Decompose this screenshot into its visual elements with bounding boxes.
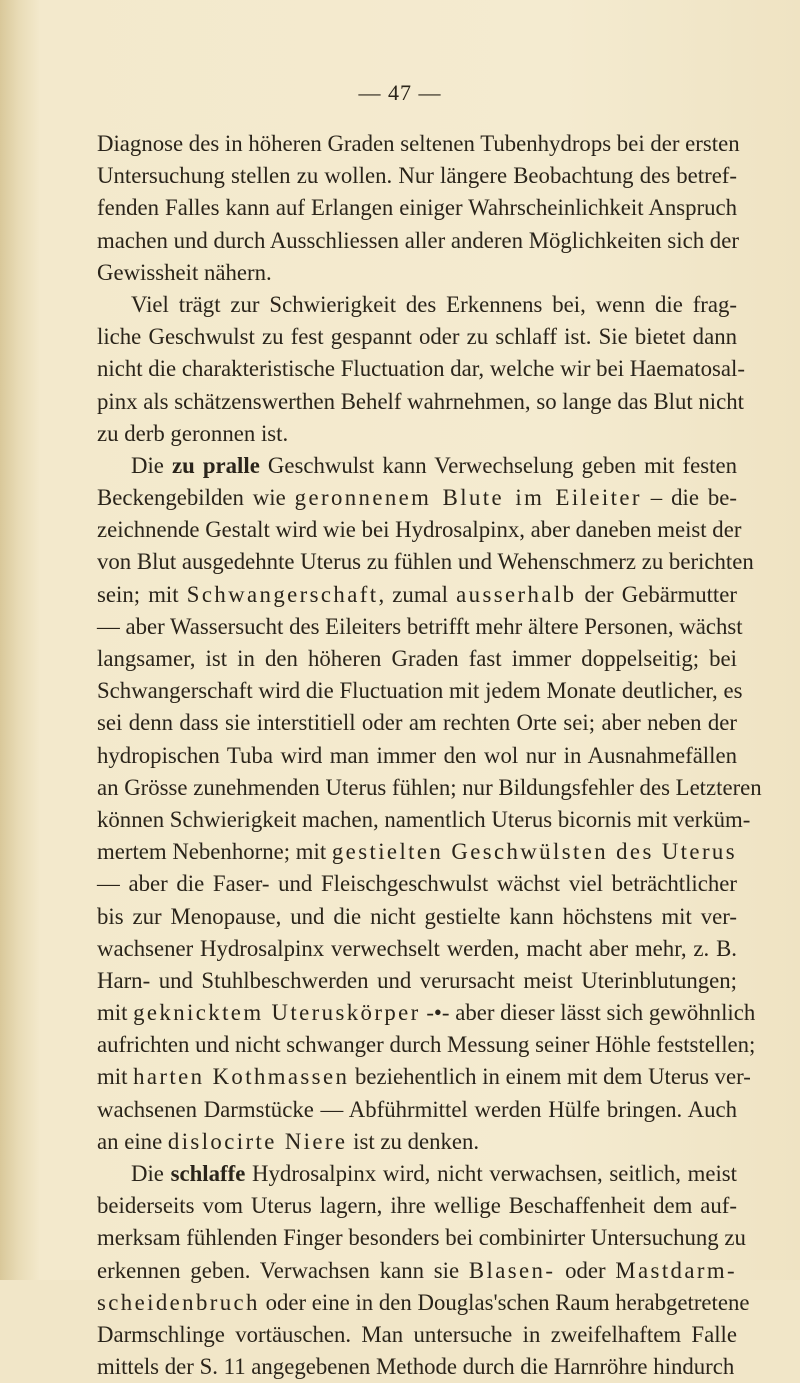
- text-run: , zumal: [378, 581, 457, 607]
- text-line: [97, 546, 754, 578]
- text-run: langsamer, ist in den höheren Graden fast immer doppelseitig; bei: [97, 646, 737, 671]
- text-run: zu derb geronnen ist.: [97, 420, 289, 446]
- text-line: [97, 1222, 746, 1254]
- text-line: [97, 353, 745, 385]
- text-line: [97, 1319, 737, 1351]
- text-line: [97, 225, 737, 257]
- text-line: [97, 1061, 751, 1093]
- text-run: merksam fühlenden Finger besonders bei combinirter Untersuchung zu: [97, 1225, 746, 1251]
- text-run: — aber die Faser- und Fleischgeschwulst wächst viel beträchtlicher: [97, 871, 737, 897]
- text-line: [97, 901, 737, 933]
- text-line: [97, 1351, 737, 1383]
- text-line: [97, 933, 737, 965]
- text-line: [97, 514, 742, 546]
- spaced-text: harten Kothmassen: [133, 1064, 350, 1090]
- text-line: [97, 1094, 737, 1126]
- text-run: mertem Nebenhorne; mit: [97, 839, 332, 865]
- text-run: beziehentlich in einem mit dem Uterus ver-: [349, 1064, 751, 1090]
- text-run: oder: [555, 1257, 616, 1283]
- text-line: [97, 804, 751, 836]
- text-run: Beckengebilden wie: [97, 485, 295, 511]
- text-run: Die: [131, 1161, 171, 1186]
- text-line: [97, 321, 737, 353]
- text-run: Diagnose des in höheren Graden seltenen Tubenhydrops bei der ersten: [97, 131, 740, 156]
- text-run: an eine: [97, 1128, 168, 1154]
- text-line: [97, 643, 737, 675]
- paragraph: [97, 289, 745, 450]
- text-line: [97, 868, 737, 900]
- text-run: Hydrosalpinx wird, nicht verwachsen, seitlich, meist: [245, 1161, 738, 1186]
- text-line: [97, 1126, 737, 1158]
- spaced-text: Schwangerschaft: [186, 581, 379, 607]
- text-line: [97, 386, 744, 418]
- text-line: [97, 160, 737, 192]
- text-run: mit: [97, 1064, 134, 1090]
- text-line: [97, 450, 737, 482]
- text-run: mittels der S. 11 angegebenen Methode durch die Harnröhre hindurch: [97, 1354, 735, 1380]
- spaced-text: Mastdarm-: [615, 1257, 737, 1283]
- text-line: [97, 997, 756, 1029]
- text-run: können Schwierigkeit machen, namentlich Uterus bicornis mit verküm-: [97, 806, 751, 832]
- text-run: beiderseits vom Uterus lagern, ihre wellige Beschaffenheit dem auf-: [97, 1193, 737, 1219]
- text-run: wachsener Hydrosalpinx verwechselt werden, macht aber mehr, z. B.: [97, 935, 737, 961]
- bold-text: schlaffe: [170, 1161, 246, 1186]
- text-run: erkennen geben. Verwachsen kann sie: [97, 1257, 469, 1283]
- text-run: mit: [97, 1000, 134, 1026]
- text-run: Geschwulst kann Verwechselung geben mit festen: [259, 452, 737, 478]
- text-run: sei denn dass sie interstitiell oder am rechten Orte sei; aber neben der: [97, 710, 737, 736]
- page-number: — 47 —: [358, 80, 442, 105]
- spaced-text: geronnenem Blute im Eileiter: [294, 485, 642, 511]
- spaced-text: geknicktem Uteruskörper: [133, 1000, 421, 1026]
- text-line: [97, 579, 737, 611]
- spaced-text: gestielten Geschwülsten des Uterus: [331, 839, 737, 865]
- text-run: Die: [131, 452, 172, 478]
- text-run: wachsenen Darmstücke — Abführmittel werden Hülfe bringen. Auch: [97, 1096, 737, 1122]
- text-run: sein; mit: [97, 581, 187, 607]
- text-run: — aber Wassersucht des Eileiters betrifft mehr ältere Personen, wächst: [97, 613, 743, 639]
- spaced-text: dislocirte Niere: [167, 1128, 348, 1154]
- text-run: -•- aber dieser lässt sich gewöhnlich: [420, 1000, 756, 1026]
- text-run: liche Geschwulst zu fest gespannt oder zu schlaff ist. Sie bietet dann: [97, 324, 737, 350]
- text-run: ist zu denken.: [347, 1128, 480, 1154]
- text-run: aufrichten und nicht schwanger durch Messung seiner Höhle feststellen;: [97, 1032, 756, 1058]
- body-text: [97, 128, 762, 1383]
- text-line: [97, 1255, 737, 1287]
- text-run: bis zur Menopause, und die nicht gestielte kann höchstens mit ver-: [97, 903, 737, 929]
- text-run: der Gebärmutter: [576, 581, 737, 607]
- text-run: oder eine in den Douglas'schen Raum herabgetretene: [259, 1289, 750, 1315]
- text-line: [97, 965, 737, 997]
- spaced-text: ausserhalb: [456, 581, 577, 607]
- paragraph: [97, 450, 762, 1158]
- text-run: Darmschlinge vortäuschen. Man untersuche in zweifelhaftem Falle: [97, 1321, 737, 1347]
- text-line: [97, 675, 743, 707]
- text-line: [97, 836, 737, 868]
- spaced-text: scheidenbruch: [97, 1289, 260, 1315]
- text-line: [97, 192, 737, 224]
- text-line: [97, 772, 762, 804]
- text-run: hydropischen Tuba wird man immer den wol nur in Ausnahmefällen: [97, 742, 737, 768]
- text-line: [97, 740, 737, 772]
- text-run: zeichnende Gestalt wird wie bei Hydrosalpinx, aber daneben meist der: [97, 517, 742, 543]
- text-line: [97, 1287, 750, 1319]
- text-run: fenden Falles kann auf Erlangen einiger Wahrscheinlichkeit Anspruch: [97, 195, 737, 221]
- text-run: nicht die charakteristische Fluctuation dar, welche wir bei Haematosal-: [97, 356, 745, 382]
- text-line: [97, 418, 737, 450]
- spaced-text: Blasen-: [468, 1257, 556, 1283]
- text-line: [97, 1190, 737, 1222]
- text-line: [97, 707, 737, 739]
- text-run: Harn- und Stuhlbeschwerden und verursacht meist Uterinblutungen;: [97, 967, 737, 993]
- text-run: Schwangerschaft wird die Fluctuation mit jedem Monate deutlicher, es: [97, 678, 743, 704]
- text-line: [97, 289, 737, 321]
- text-run: pinx als schätzenswerthen Behelf wahrnehmen, so lange das Blut nicht: [97, 388, 744, 414]
- bold-text: zu pralle: [171, 452, 260, 478]
- text-line: [97, 482, 737, 514]
- text-line: [97, 128, 740, 160]
- text-run: von Blut ausgedehnte Uterus zu fühlen und Wehenschmerz zu berichten: [97, 549, 754, 575]
- text-run: Viel trägt zur Schwierigkeit des Erkennens bei, wenn die frag-: [131, 291, 737, 317]
- text-line: [97, 1029, 756, 1061]
- paragraph: [97, 1158, 750, 1383]
- text-line: [97, 611, 743, 643]
- text-run: Untersuchung stellen zu wollen. Nur längere Beobachtung des betref-: [97, 163, 737, 189]
- text-line: [97, 257, 737, 289]
- text-line: [97, 1158, 737, 1190]
- text-run: Gewissheit nähern.: [97, 259, 272, 285]
- text-run: – die be-: [641, 485, 738, 511]
- text-run: machen und durch Ausschliessen aller anderen Möglichkeiten sich der: [97, 227, 739, 253]
- paragraph: [97, 128, 740, 289]
- text-run: an Grösse zunehmenden Uterus fühlen; nur Bildungsfehler des Letzteren: [97, 774, 762, 800]
